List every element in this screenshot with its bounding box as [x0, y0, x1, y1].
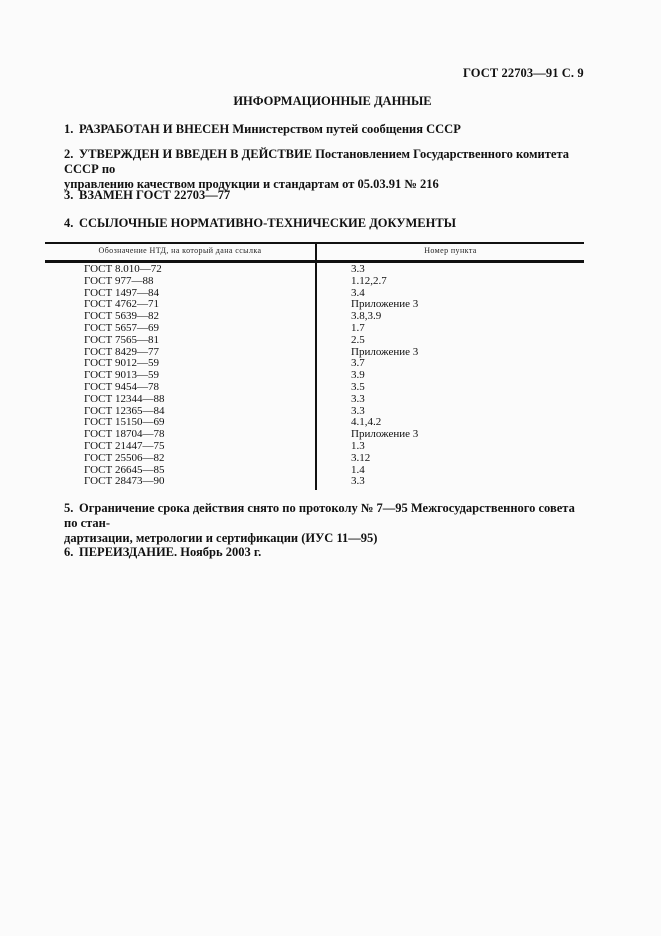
table-row — [45, 441, 584, 453]
page-title — [0, 94, 661, 109]
clause-cell: 1.12,2.7 — [351, 274, 387, 287]
reference-documents-table — [45, 242, 584, 491]
item-number: 4. — [64, 216, 74, 230]
item-text: Постановлением Государственного комитета СССР по — [64, 147, 569, 176]
doc-cell: ГОСТ 5639—82 — [84, 310, 159, 323]
item-heading: ВЗАМЕН ГОСТ 22703—77 — [79, 188, 231, 202]
doc-cell: ГОСТ 8429—77 — [84, 345, 159, 358]
clause-cell: 4.1,4.2 — [351, 416, 382, 429]
table-header-clause: Номер пункта — [424, 246, 477, 255]
page-number: ГОСТ 22703—91 С. 9 — [463, 66, 584, 80]
clause-cell: Приложение 3 — [351, 428, 419, 441]
item-text: Ноябрь 2003 г. — [177, 545, 262, 559]
table-row — [45, 476, 584, 488]
item-heading: РАЗРАБОТАН И ВНЕСЕН — [79, 122, 230, 136]
page-title-text: ИНФОРМАЦИОННЫЕ ДАННЫЕ — [233, 94, 432, 108]
item-number: 3. — [64, 188, 74, 202]
table-row — [45, 453, 584, 465]
item-number: 6. — [64, 545, 74, 559]
clause-cell: 3.3 — [351, 263, 365, 275]
clause-cell: 3.3 — [351, 404, 365, 417]
doc-cell: ГОСТ 977—88 — [84, 274, 154, 287]
doc-cell: ГОСТ 28473—90 — [84, 475, 165, 488]
item-text-continued: дартизации, метрологии и сертификации (ИУС 11—95) — [64, 531, 378, 545]
info-item-5 — [64, 501, 589, 546]
item-text: Министерством путей сообщения СССР — [229, 122, 461, 136]
doc-cell: ГОСТ 9012—59 — [84, 357, 159, 370]
item-number: 2. — [64, 147, 74, 161]
doc-cell: ГОСТ 9454—78 — [84, 380, 159, 393]
doc-cell: ГОСТ 4762—71 — [84, 298, 159, 311]
table-header-document: Обозначение НТД, на который дана ссылка — [98, 246, 262, 255]
clause-cell: 1.4 — [351, 463, 365, 476]
info-item-3 — [64, 188, 589, 203]
doc-cell: ГОСТ 5657—69 — [84, 321, 159, 334]
doc-cell: ГОСТ 15150—69 — [84, 416, 165, 429]
doc-cell: ГОСТ 1497—84 — [84, 286, 159, 299]
clause-cell: Приложение 3 — [351, 298, 419, 311]
item-text-continued: управлению качеством продукции и стандартам от 05.03.91 № 216 — [64, 177, 439, 191]
doc-cell: ГОСТ 9013—59 — [84, 369, 159, 382]
clause-cell: 3.5 — [351, 380, 365, 393]
doc-cell: ГОСТ 7565—81 — [84, 333, 159, 346]
clause-cell: 3.12 — [351, 451, 371, 464]
clause-cell: 1.3 — [351, 439, 365, 452]
clause-cell: 2.5 — [351, 333, 365, 346]
info-item-6 — [64, 545, 589, 560]
info-item-4 — [64, 216, 589, 231]
item-heading: УТВЕРЖДЕН И ВВЕДЕН В ДЕЙСТВИЕ — [79, 147, 313, 161]
clause-cell: Приложение 3 — [351, 345, 419, 358]
clause-cell: 3.9 — [351, 369, 365, 382]
item-heading: ПЕРЕИЗДАНИЕ. — [79, 545, 178, 559]
table-row — [45, 276, 584, 288]
doc-cell: ГОСТ 21447—75 — [84, 439, 165, 452]
table-row — [45, 382, 584, 394]
table-body — [45, 264, 584, 488]
clause-cell: 3.4 — [351, 286, 365, 299]
clause-cell: 1.7 — [351, 321, 365, 334]
item-number: 1. — [64, 122, 74, 136]
clause-cell: 3.3 — [351, 392, 365, 405]
clause-cell: 3.3 — [351, 475, 365, 488]
doc-cell: ГОСТ 18704—78 — [84, 428, 165, 441]
info-item-2 — [64, 147, 589, 192]
doc-cell: ГОСТ 12344—88 — [84, 392, 165, 405]
doc-cell: ГОСТ 25506—82 — [84, 451, 165, 464]
item-text: Ограничение срока действия снято по протоколу № 7—95 Межгосударственного совета по стан- — [64, 501, 575, 530]
doc-cell: ГОСТ 12365—84 — [84, 404, 165, 417]
item-number: 5. — [64, 501, 74, 515]
clause-cell: 3.7 — [351, 357, 365, 370]
info-item-1 — [64, 122, 589, 137]
table-row — [45, 323, 584, 335]
table-row — [45, 394, 584, 406]
table-row — [45, 335, 584, 347]
doc-cell: ГОСТ 26645—85 — [84, 463, 165, 476]
item-heading: ССЫЛОЧНЫЕ НОРМАТИВНО-ТЕХНИЧЕСКИЕ ДОКУМЕНТЫ — [79, 216, 456, 230]
clause-cell: 3.8,3.9 — [351, 310, 382, 323]
doc-cell: ГОСТ 8.010—72 — [84, 263, 162, 275]
